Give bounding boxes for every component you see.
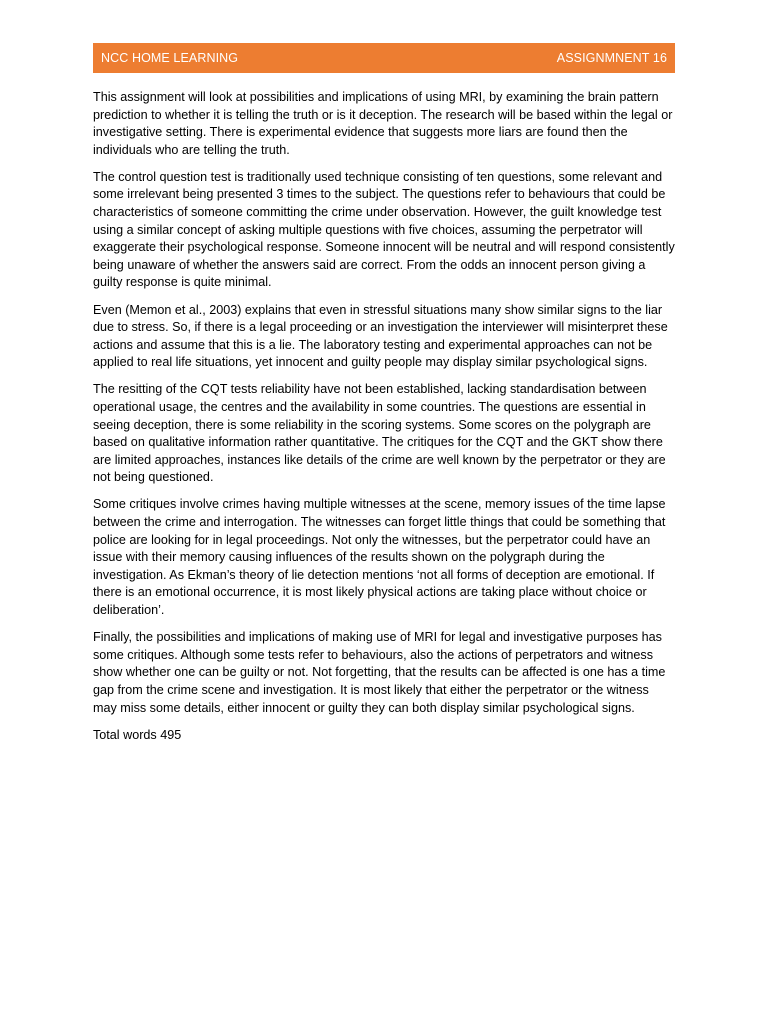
- document-page: [93, 43, 675, 754]
- paragraph-2: The control question test is traditionally used technique consisting of ten questions, some relevant and some irrelevant being presented 3 times to the subject. The questions refer to behaviours that could be characteristics of someone committing the crime under observation. However, the guilt knowledge test using a similar concept of asking multiple questions with five choices, assuming the perpetrator will exaggerate their psychological response. Someone innocent will be neutral and will respond consistently being unaware of whether the answers said are correct. From the odds an innocent person giving a guilty response is quite minimal.: [93, 169, 675, 290]
- document-body: [93, 89, 675, 744]
- paragraph-6: Finally, the possibilities and implications of making use of MRI for legal and investigative purposes has some critiques. Although some tests refer to behaviours, also the actions of perpetrators and witness show whether one can be guilty or not. Not forgetting, that the results can be affected is one has a time gap from the crime scene and investigation. It is most likely that either the perpetrator or the witness may miss some details, either innocent or guilty they can both display similar psychological signs.: [93, 630, 666, 715]
- header-left-label: NCC HOME LEARNING: [101, 51, 239, 65]
- header-bar: [93, 43, 675, 73]
- total-words: Total words 495: [93, 727, 182, 742]
- paragraph-4: The resitting of the CQT tests reliability have not been established, lacking standardisation between operational usage, the centres and the availability in some countries. The questions are essential in seeing deception, there is some reliability in the scoring systems. Some scores on the polygraph are based on qualitative information rather quantitative. The critiques for the CQT and the GKT show there are limited approaches, instances like details of the crime are well known by the perpetrator or they are not being questioned.: [93, 382, 666, 485]
- paragraph-3: Even (Memon et al., 2003) explains that even in stressful situations many show similar signs to the liar due to stress. So, if there is a legal proceeding or an investigation the interviewer will misinterpret these actions and assume that this is a lie. The laboratory testing and experimental approaches can not be applied to real life situations, yet innocent and guilty people may display similar psychological signs.: [93, 302, 668, 370]
- paragraph-1: This assignment will look at possibilities and implications of using MRI, by examining the brain pattern prediction to whether it is telling the truth or is it deception. The research will be based within the legal or investigative setting. There is experimental evidence that suggests more liars are found then the individuals who are telling the truth.: [93, 90, 673, 157]
- header-right-label: ASSIGNMNENT 16: [556, 51, 667, 65]
- paragraph-5: Some critiques involve crimes having multiple witnesses at the scene, memory issues of the time lapse between the crime and interrogation. The witnesses can forget little things that could be something that police are looking for in legal proceedings. Not only the witnesses, but the perpetrator could have an issue with their memory causing influences of the results shown on the polygraph during the investigation. As Ekman’s theory of lie detection mentions ‘not all forms of deception are emotional. If there is an emotional occurrence, it is most likely physical actions are taking place without choice or deliberation’.: [93, 497, 666, 618]
